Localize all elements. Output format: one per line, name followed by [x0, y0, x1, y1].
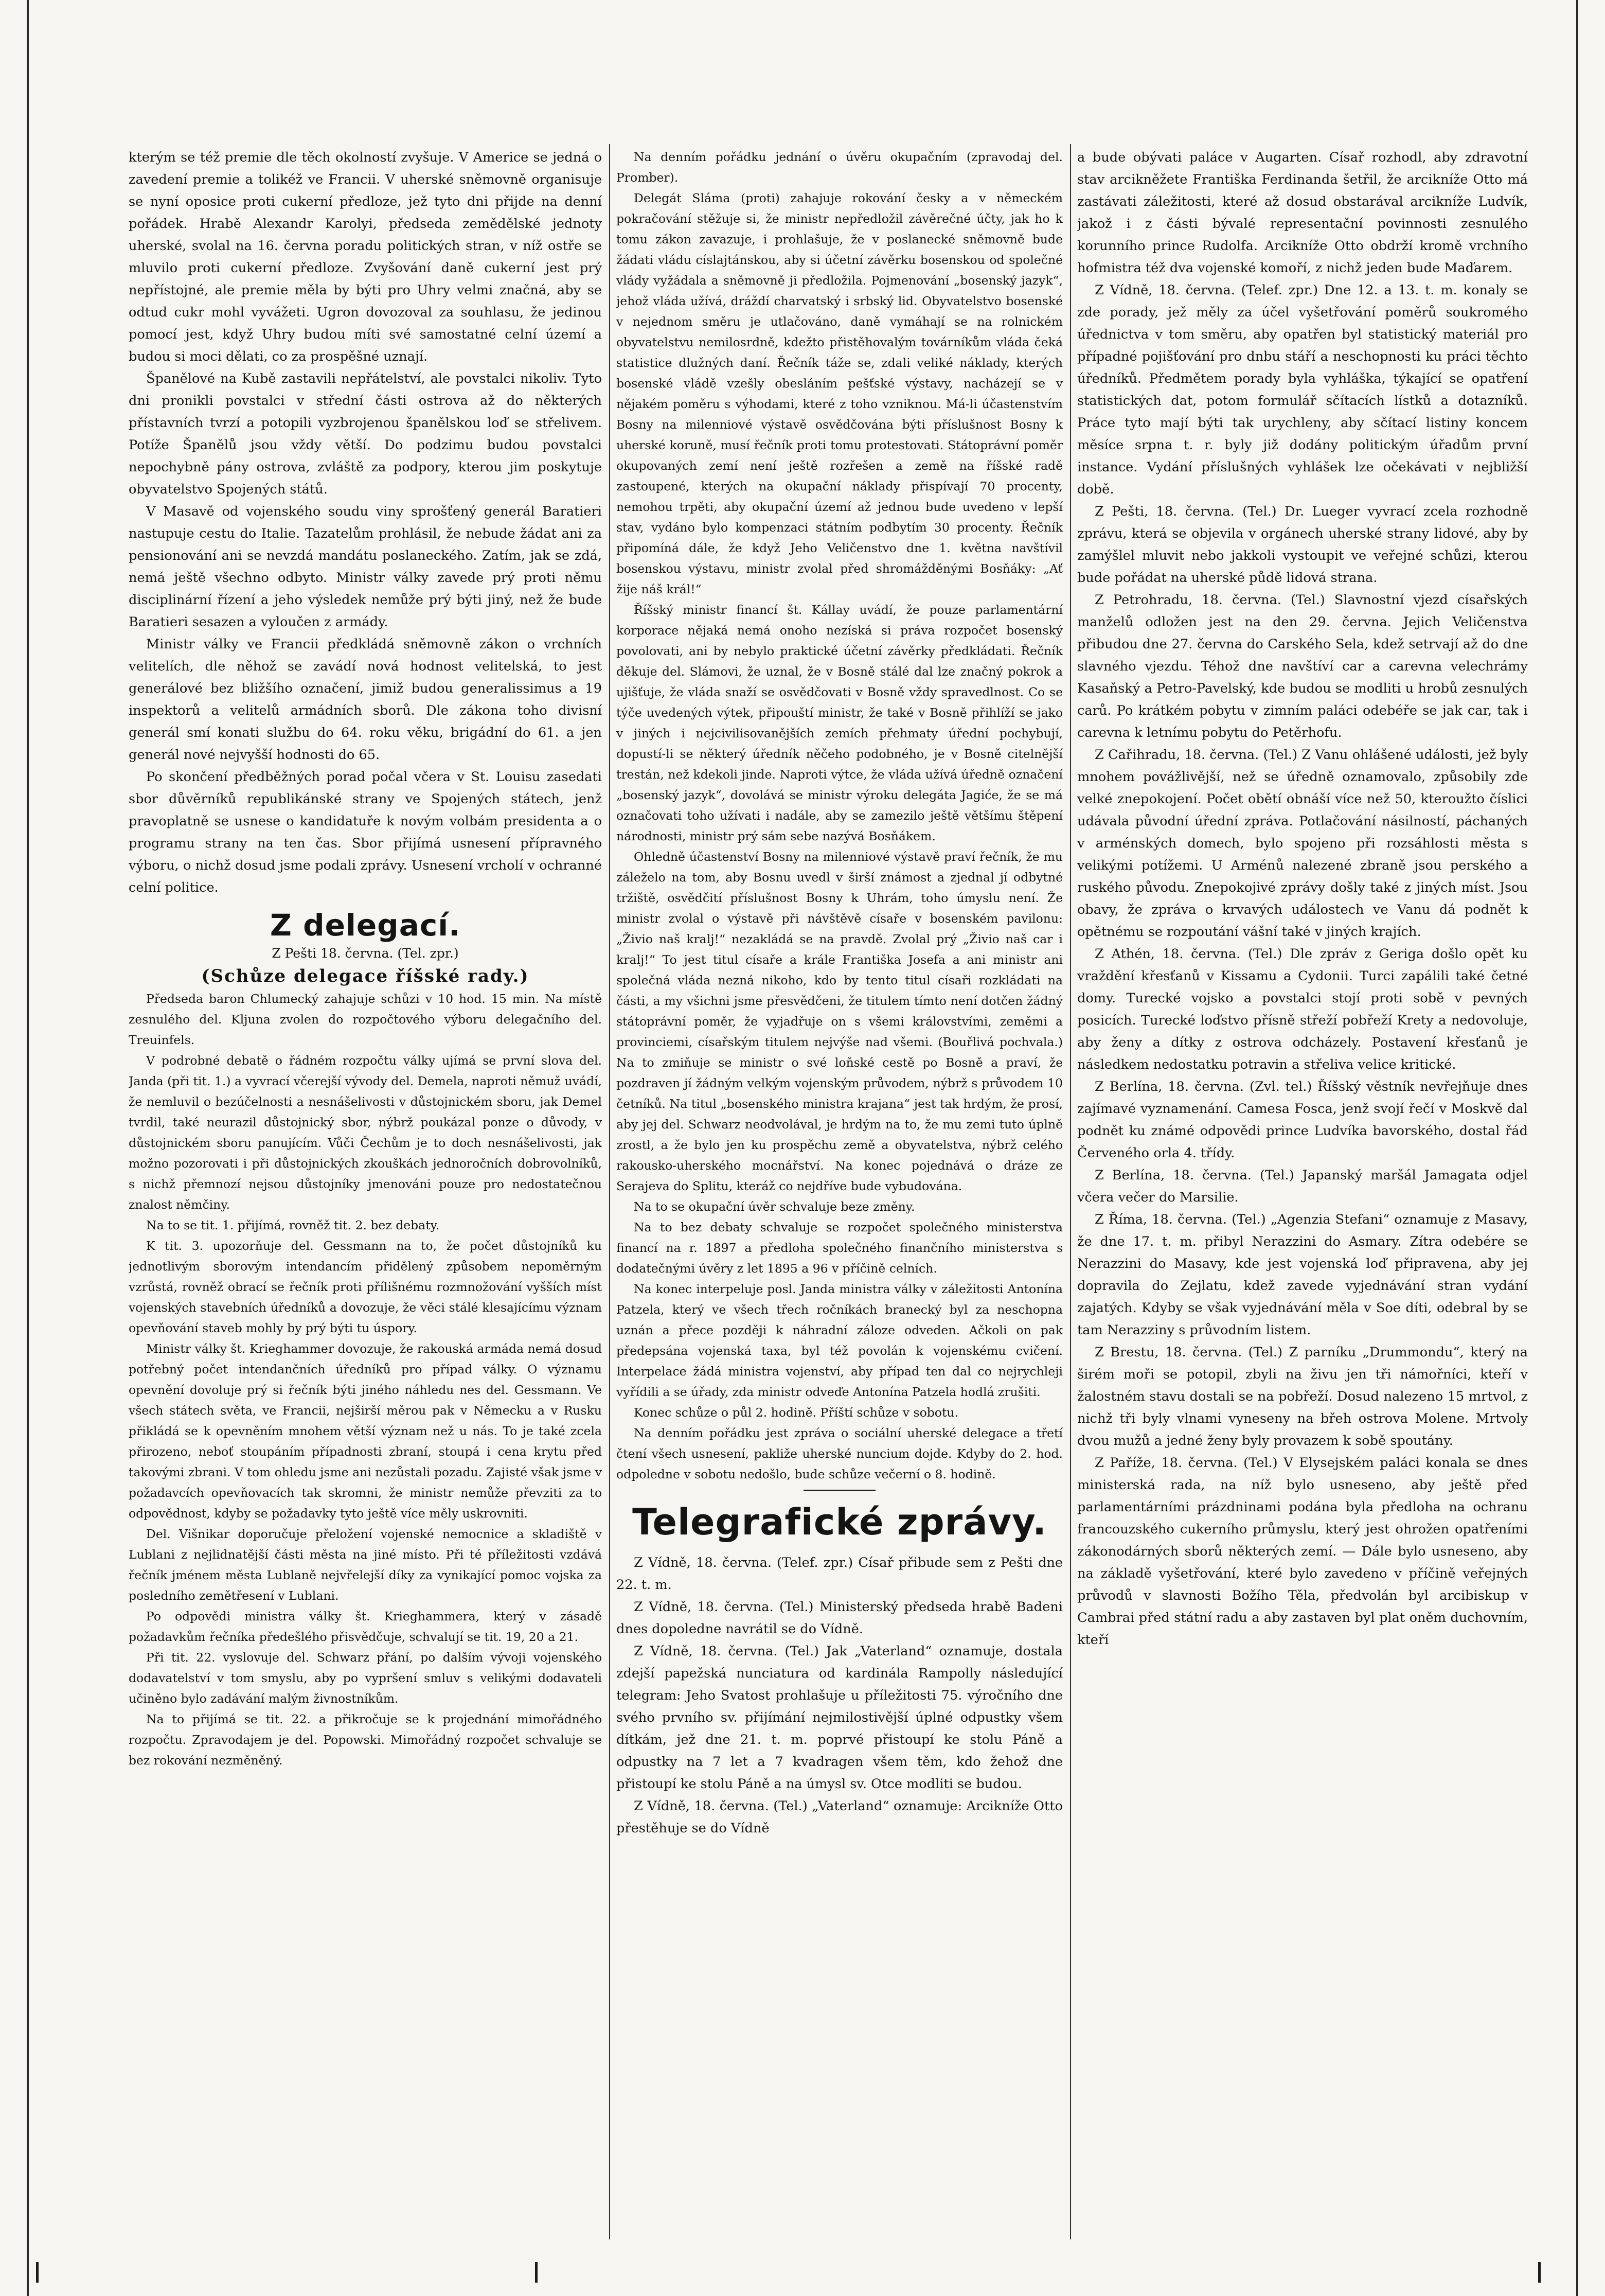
article-paragraph: Ministr války št. Krieghammer dovozuje, že rakouská armáda nemá dosud potřebný počet intendančních úředníků pro případ války. O významu opevnění dovoluje prý si řečník býti jiného náhledu nes del. Gessmann. Ve všech státech světa, ve Francii, nejširší měrou pak v Německu a v Rusku přikládá se k opevněním mnohem větší význam než u nás. To je také zcela přirozeno, neboť stoupáním případnosti zbraní, stoupá i cena krytu před takovými zbrani. V tom ohledu jsme ani nezůstali pozadu. Zajisté však jsme v požadavcích opevňovacích tak skromni, že ministr nemůže převziti za to odpovědnost, kdyby se požadavky tyto ještě více měly uskrovniti.	[129, 1341, 602, 1521]
telegraph-item: Z Brestu, 18. června. (Tel.) Z parníku „Drummondu“, který na širém moři se potopil, zbyli na živu jen tři námořníci, kteří v žalostném stavu dostali se na pobřeží. Dosud nalezeno 15 mrtvol, z nichž tři byly vlnami vyneseny na břeh ostrova Molene. Mrtvoly dvou mužů a jedné ženy byly provazem k sobě spoutány.	[1077, 1345, 1528, 1449]
bottom-tick-mark	[36, 2262, 39, 2283]
column-3	[1077, 147, 1528, 2239]
article-paragraph: kterým se též premie dle těch okolností zvyšuje. V Americe se jedná o zavedení premie a tolikéž ve Francii. V uherské sněmovně organisuje se nyní oposice proti cukerní předloze, jež tyto dni přijde na denní pořádek. Hrabě Alexandr Karolyi, předseda zemědělské jednoty uherské, svolal na 16. června poradu politických stran, v níž ostře se mluvilo proti cukerní předloze. Zvyšování daně cukerní jest prý nepřístojné, ale premie měla by býti pro Uhry velmi značná, aby se odtud cukr mohl vyvážeti. Ugron dovozoval za souhlasu, že jedinou pomocí jest, když Uhry budou míti své samostatné celní území a budou si moci dělati, co za prospěšné uznají.	[129, 150, 602, 364]
delegation-report	[129, 988, 602, 1771]
telegraph-item: Z Vídně, 18. června. (Tel.) Jak „Vaterland“ oznamuje, dostala zdejší papežská nunciatura od kardinála Rampolly následující telegram: Jeho Svatost prohlašuje u příležitosti 75. výročního dne svého prvního sv. přijímání nejmilostivější úplné odpustky všem dítkám, jež dne 21. t. m. poprvé přistoupí ke stolu Páně a odpustky na 7 let a 7 kvadragen všem těm, kdo žehož dne přistoupí ke stolu Páně a na úmysl sv. Otce modliti se budou.	[616, 1644, 1063, 1792]
telegraph-item: Z Berlína, 18. června. (Tel.) Japanský maršál Jamagata odjel včera večer do Marsilie.	[1077, 1168, 1528, 1205]
telegraph-item: Z Berlína, 18. června. (Zvl. tel.) Říšský věstník nevřejňuje dnes zajímavé vyznamenání. Camesa Fosca, jenž svojí řečí v Moskvě dal podnět ku známé odpovědi prince Ludvíka bavorského, dostal řád Červeného orla 4. třídy.	[1077, 1079, 1528, 1161]
article-paragraph: Na konec interpeluje posl. Janda ministra války v záležitosti Antonína Patzela, který ve všech třech ročníkách branecký byl za neschopna uznán a přece později k náhradní záloze odveden. Ačkoli on pak předepsána vojenská taxa, byl též povolán k vojenskému cvičení. Interpelace žádá ministra vojenství, aby případ ten dal co nejrychleji vyřídili a se úřady, zda ministr odveďe Antonína Patzela hodlá zrušiti.	[616, 1282, 1063, 1399]
article-paragraph: Na to se okupační úvěr schvaluje beze změny.	[634, 1199, 915, 1214]
section-heading-delegace: Z delegací.	[270, 908, 461, 943]
article-paragraph: Říšský ministr financí št. Kállay uvádí, že pouze parlamentární korporace nějaká nemá onoho nezíská si práva rozpočet bosenský povolovati, ani by nebylo praktické účetní závěrky předkládati. Řečník děkuje del. Slámovi, že uznal, že v Bosně stálé dal lze značný pokrok a ujišťuje, že vláda snaží se osvědčovati v Bosně vždy spravedlnost. Co se týče uvedených výtek, připouští ministr, že také v Bosně přihlíží se jako v jiných i nejcivilisovanějších zemích přehmaty úřední pochybují, dopustí-li se některý úředník něčeho podobného, je v Bosně citelnější trestán, než kdekoli jinde. Naproti výtce, že vláda užívá úředně označení „bosenský jazyk“, dovolává se ministr výroku delegáta Jagiće, že se má označovati toho užívati i nadále, aby se zamezilo ještě většímu štěpení národnosti, ministr prý sám sebe nazývá Bosňákem.	[616, 603, 1063, 843]
article-paragraph: Po odpovědi ministra války št. Krieghammera, který v zásadě požadavkům řečníka předešlého přisvědčuje, schvalují se tit. 19, 20 a 21.	[129, 1609, 602, 1644]
article-paragraph: Del. Višnikar doporučuje přeložení vojenské nemocnice a skladiště v Lublani z nejlidnatější části města na jiné místo. Při té příležitosti vzdává řečník jménem města Lublaně nejvřelejší díky za vynikající pomoc vojska za posledního zemětřesení v Lublani.	[129, 1527, 602, 1603]
article-paragraph: Ministr války ve Francii předkládá sněmovně zákon o vrchních velitelích, dle něhož se zavádí nová hodnost velitelská, to jest generálové bez bližšího označení, jimiž budou generalissimus a 19 inspektorů a velitelů armádních sborů. Dle zákona toho divisní generál smí konati službu do 64. roku věku, brigádní do 61. a jen generál nové nejvyšší hodnosti do 65.	[129, 637, 602, 763]
article-paragraph: Na to bez debaty schvaluje se rozpočet společného ministerstva financí na r. 1897 a předloha společného finančního ministerstva s dodatečnými úvěry z let 1895 a 96 v příčině celních.	[616, 1220, 1063, 1276]
telegraph-item: Z Vídně, 18. června. (Tel.) „Vaterland“ oznamuje: Arcikníže Otto přestěhuje se do Vídně	[616, 1798, 1063, 1836]
delegation-report-continued	[616, 147, 1063, 1485]
subheading: (Schůze delegace říšské rady.)	[201, 966, 529, 986]
column-rule	[1070, 144, 1071, 2239]
article-paragraph: K tit. 3. upozorňuje del. Gessmann na to, že počet důstojníků ku jednotlivým sborovým intendancím přidělený způsobem nepoměrným vzrůstá, rovněž obrací se řečník proti přílišnému rozmnožování vyšších míst vojenských stavebních úředníků a dovozuje, že věci stálé klesajícímu význam opevňování staveb mohly by prý býti tu úspory.	[129, 1239, 602, 1335]
page-left-edge	[27, 0, 29, 2296]
article-paragraph: Delegát Sláma (proti) zahajuje rokování česky a v německém pokračování stěžuje si, že ministr nepředložil závěrečné účty, jak ho k tomu zákon zavazuje, i prohlašuje, že v poslanecké sněmovně bude žádati vládu císlajtánskou, aby si účetní závěrku bosenskou od společné vlády vyžádala a sněmovně ji předložila. Pojmenování „bosenský jazyk“, jehož vláda užívá, dráždí charvatský i srbský lid. Obyvatelstvo bosenské v nejednom směru je utlačováno, daně vymáhají se na rolnickém obyvatelstvu nemilosrdně, kdežto přistěhovalým továrníkům vláda čeká statistice dlužných daní. Řečník táže se, zdali veliké náklady, kterých bosenské vládě vzešly obesláním pešťské výstavy, nacházejí se v nějakém poměru s výhodami, které z toho vzniknou. Má-li účastenstvím Bosny na milenniové výstavě osvědčována býti příslušnost Bosny k uherské koruně, musí řečník proti tomu protestovati. Státoprávní poměr okupovaných zemí není ještě rozřešen a země na říšské radě zastoupené, kterých na okupační náklady přispívají 70 procenty, nemohou trpěti, aby okupační území až jednou bude uvedeno v lepší stav, vydáno bylo kompenzaci státním podbytím 30 procenty. Řečník připomíná dále, že když Jeho Veličenstvo dne 1. května navštívil bosenskou výstavu, ministr zvolal před shromážděnými Bosňáky: „Ať žije náš král!“	[616, 191, 1063, 596]
telegraph-item: a bude obývati paláce v Augarten. Císař rozhodl, aby zdravotní stav arcikněžete Františka Ferdinanda šetřil, že arcikníže Otto má zastávati záležitosti, které až dosud obstarával arcikníže Ludvík, jakož i z části bývalé representační povinnosti zesnulého korunního prince Rudolfa. Arcikníže Otto obdrží kromě vrchního hofmistra též dva vojenské komoří, z nichž jeden bude Maďarem.	[1077, 150, 1528, 276]
telegraph-item: Z Vídně, 18. června. (Telef. zpr.) Dne 12. a 13. t. m. konaly se zde porady, jež měly za účel vyšetřování poměrů soukromého úřednictva v tom směru, aby opatřen byl statistický materiál pro případné pojišťování pro dnbu stáří a neschopnosti ku práci těchto úředníků. Předmětem porady byla vyhláška, týkající se opatření statistických dat, potom formulář sčítacích lístků a dotazníků. Práce tyto mají býti tak urychleny, aby sčítací listiny koncem měsíce srpna t. r. byly již dodány politickým úřadům první instance. Vydání příslušných vyhlášek lze očekávati v nejbližší době.	[1077, 282, 1528, 497]
dateline: Z Pešti 18. června. (Tel. zpr.)	[272, 946, 459, 961]
column-1	[129, 147, 602, 2239]
article-paragraph: Španělové na Kubě zastavili nepřátelství, ale povstalci nikoliv. Tyto dni pronikli povstalci v střední části ostrova až do některých přístavních tvrzí a potopili vyzbrojenou španělskou loď se střelivem. Potíže Španělů jsou vždy větší. Do podzimu budou povstalci nepochybně pány ostrova, zvláště za podpory, kterou jim poskytuje obyvatelstvo Spojených států.	[129, 371, 602, 497]
bottom-tick-mark	[535, 2262, 538, 2283]
page-right-edge	[1576, 0, 1578, 2296]
section-heading-telegraph: Telegrafické zprávy.	[632, 1501, 1047, 1543]
telegraph-item: Z Paříže, 18. června. (Tel.) V Elysejském paláci konala se dnes ministerská rada, na níž bylo usneseno, aby ještě před parlamentárními prázdninami podána byla předloha na ochranu francouzského cukerního průmyslu, který jest ohrožen opatřeními zákonodárných sborů některých zemí. — Dále bylo usneseno, aby na základě vyšetřování, které bylo zavedeno v příčině veřejných průvodů v slavnosti Božího Těla, předvolán byl arcibiskup v Cambrai před státní radu a aby zastaven byl plat oněm duchovním, kteří	[1077, 1455, 1528, 1648]
section-divider	[804, 1490, 876, 1491]
article-paragraph: Při tit. 22. vyslovuje del. Schwarz přání, po dalším vývoji vojenského dodavatelství v tom smyslu, aby po vypršení smluv s velikými dodavateli učiněno bylo zadávání malým živnostníkům.	[129, 1650, 602, 1706]
telegraph-item: Z Říma, 18. června. (Tel.) „Agenzia Stefani“ oznamuje z Masavy, že dne 17. t. m. přibyl Nerazzini do Asmary. Zítra odebére se Nerazzini do Masavy, kde jest vojenská loď připravena, aby jej dopravila do Zejlatu, kdež zavede vyjednávání stran vydání zajatých. Kdyby se však vyjednávání měla v Soe díti, odebral by se tam Nerazziny s průvodním listem.	[1077, 1212, 1528, 1338]
article-paragraph: Konec schůze o půl 2. hodině. Příští schůze v sobotu.	[634, 1405, 958, 1420]
article-paragraph: V Masavě od vojenského soudu viny sprošťený generál Baratieri nastupuje cestu do Italie. Tazatelům prohlásil, že nebude žádat ani za pensionování ani se nevzdá mandátu poslaneckého. Zatím, jak se zdá, nemá ještě všechno odbyto. Ministr války zavede prý proti němu disciplinární řízení a jeho výsledek nemůže prý býti jiný, než že bude Baratieri sesazen a vyloučen z armády.	[129, 504, 602, 630]
bottom-tick-mark	[1538, 2262, 1541, 2283]
article-paragraph: Ohledně účastenství Bosny na milenniové výstavě praví řečník, že mu záleželo na tom, aby Bosnu uvedl v širší známost a zjednal jí odbytné tržiště, osvědčití příslušnost Bosny k Uhrám, toho úmyslu není. Že ministr zvolal o výstavě při návštěvě císaře v bosenském pavilonu: „Živio naš kralj!“ nezakládá se na pravdě. Zvolal prý „Živio naš car i kralj!“ To jest titul císaře a krále Františka Josefa a ani ministr ani společná vláda nezná nikoho, kdo by tento titul císaři rozkládati na části, a my všichni jsme přesvědčeni, že titulem tímto není dotčen žádný státoprávní poměr, že vyjadřuje on s všemi královstvími, zeměmi a provinciemi, císařským titulem nejvýše nad všemi. (Bouřlivá pochvala.) Na to zmiňuje se ministr o své loňské cestě po Bosně a praví, že pozdraven jí žádným velkým vojenským průvodem, nýbrž s průvodem 10 četníků. Na titul „bosenského ministra krajana“ jest tak hrdým, že prosí, aby jej del. Schwarz neodvolával, je hrdým na to, že mu zemi tuto úplně zrostl, a že bylo jen ku prospěchu země a obyvatelstva, nýbrž celého rakousko-uherského mocnářství. Na konec pojednává o dráze ze Serajeva do Splitu, kteráž co nejdříve bude vybudována.	[616, 850, 1063, 1193]
article-paragraph: Po skončení předběžných porad počal včera v St. Louisu zasedati sbor důvěrníků republikánské strany ve Spojených státech, jenž pravoplatně se usnese o kandidatuře k novým volbám presidenta a o programu strany na ten čas. Sbor přijímá usnesení přípravného výboru, o nichž dosud jsme podali zprávy. Usnesení vrcholí v ochranné celní politice.	[129, 769, 602, 895]
article-paragraph: V podrobné debatě o řádném rozpočtu války ujímá se první slova del. Janda (při tit. 1.) a vyvrací včerejší vývody del. Demela, naproti němuž uvádí, že nemluvil o bezúčelnosti a nesnášelivosti v důstojnickém sboru, jak Demel tvrdil, také neurazil důstojnický sbor, nýbrž poukázal ponze o důvody, v důstojnickém sboru panujícím. Vůči Čechům je to doch nesnášelivosti, jak možno pozorovati i při důstojnických zkouškách jednoročních dobrovolníků, s nichž přemnozí nejsou důstojníky jmenováni pouze pro nedostatečnou znalost němčiny.	[129, 1053, 602, 1212]
telegraph-item: Z Petrohradu, 18. června. (Tel.) Slavnostní vjezd císařských manželů odložen jest na den 29. června. Jejich Veličenstva přibudou dne 27. června do Carského Sela, kdež setrvají až do dne slavného vjezdu. Téhož dne navštíví car a carevna velechrámy Kasaňský a Petro-Pavelský, kde budou se modliti u hrobů zesnulých carů. Po krátkém pobytu v zimním paláci odebéře se jak car, tak i carevna k letnímu pobytu do Petěrhofu.	[1077, 592, 1528, 740]
column-2	[616, 147, 1063, 2239]
telegraph-item: Z Athén, 18. června. (Tel.) Dle zpráv z Geriga došlo opět ku vraždění křesťanů v Kissamu a Cydonii. Turci zapálili také četné domy. Turecké vojsko a povstalci stojí proti sobě v pevných posicích. Turecké loďstvo přísně střeží pobřeží Krety a nedovoluje, aby ženy a dítky z ostrova odcházely. Postavení křesťanů je následkem nedostatku potravin a střeliva velice kritické.	[1077, 946, 1528, 1072]
column-rule	[609, 144, 610, 2239]
article-paragraph: Na denním pořádku jednání o úvěru okupačním (zpravodaj del. Promber).	[616, 150, 1063, 185]
telegraph-item: Z Vídně, 18. června. (Tel.) Ministerský předseda hrabě Badeni dnes dopoledne navrátil se do Vídně.	[616, 1599, 1063, 1637]
article-paragraph: Předseda baron Chlumecký zahajuje schůzi v 10 hod. 15 min. Na místě zesnulého del. Kljuna zvolen do rozpočtového výboru delegačního del. Treuinfels.	[129, 992, 602, 1047]
article-paragraph: Na to přijímá se tit. 22. a přikročuje se k projednání mimořádného rozpočtu. Zpravodajem je del. Popowski. Mimořádný rozpočet schvaluje se bez rokování nezměněný.	[129, 1712, 602, 1768]
telegraph-item: Z Pešti, 18. června. (Tel.) Dr. Lueger vyvrací zcela rozhodně zprávu, která se objevila v orgánech uherské strany lidové, aby by zamýšlel mluvit nebo jakkoli vystoupit ve veřejné schůzi, kterou bude pořádat na uherské půdě lidová strana.	[1077, 504, 1528, 586]
telegraph-item: Z Cařihradu, 18. června. (Tel.) Z Vanu ohlášené události, jež byly mnohem povážlivější, než se úředně oznamovalo, způsobily zde velké znepokojení. Počet obětí obnáší více než 50, kteroužto číslici udávala původní úřední zpráva. Potlačování násilností, páchaných v arménských domech, bylo spojeno při rozsáhlosti města s velikými potížemi. U Arménů nalezené zbraně jsou perského a ruského původu. Znepokojivé zprávy došly také z jiných míst. Jsou obavy, že zpráva o krvavých událostech ve Vanu dá podnět k opětnému se rozpoutání vášní také v jiných krajích.	[1077, 747, 1528, 940]
article-paragraph: Na denním pořádku jest zpráva o sociální uherské delegace a třetí čtení všech usnesení, pakliže uherské nuncium dojde. Kdyby do 2. hod. odpoledne v sobotu nedošlo, bude schůze večerní o 8. hodině.	[616, 1426, 1063, 1481]
article-paragraph: Na to se tit. 1. přijímá, rovněž tit. 2. bez debaty.	[146, 1218, 440, 1232]
telegraph-item: Z Vídně, 18. června. (Telef. zpr.) Císař přibude sem z Pešti dne 22. t. m.	[616, 1555, 1063, 1593]
